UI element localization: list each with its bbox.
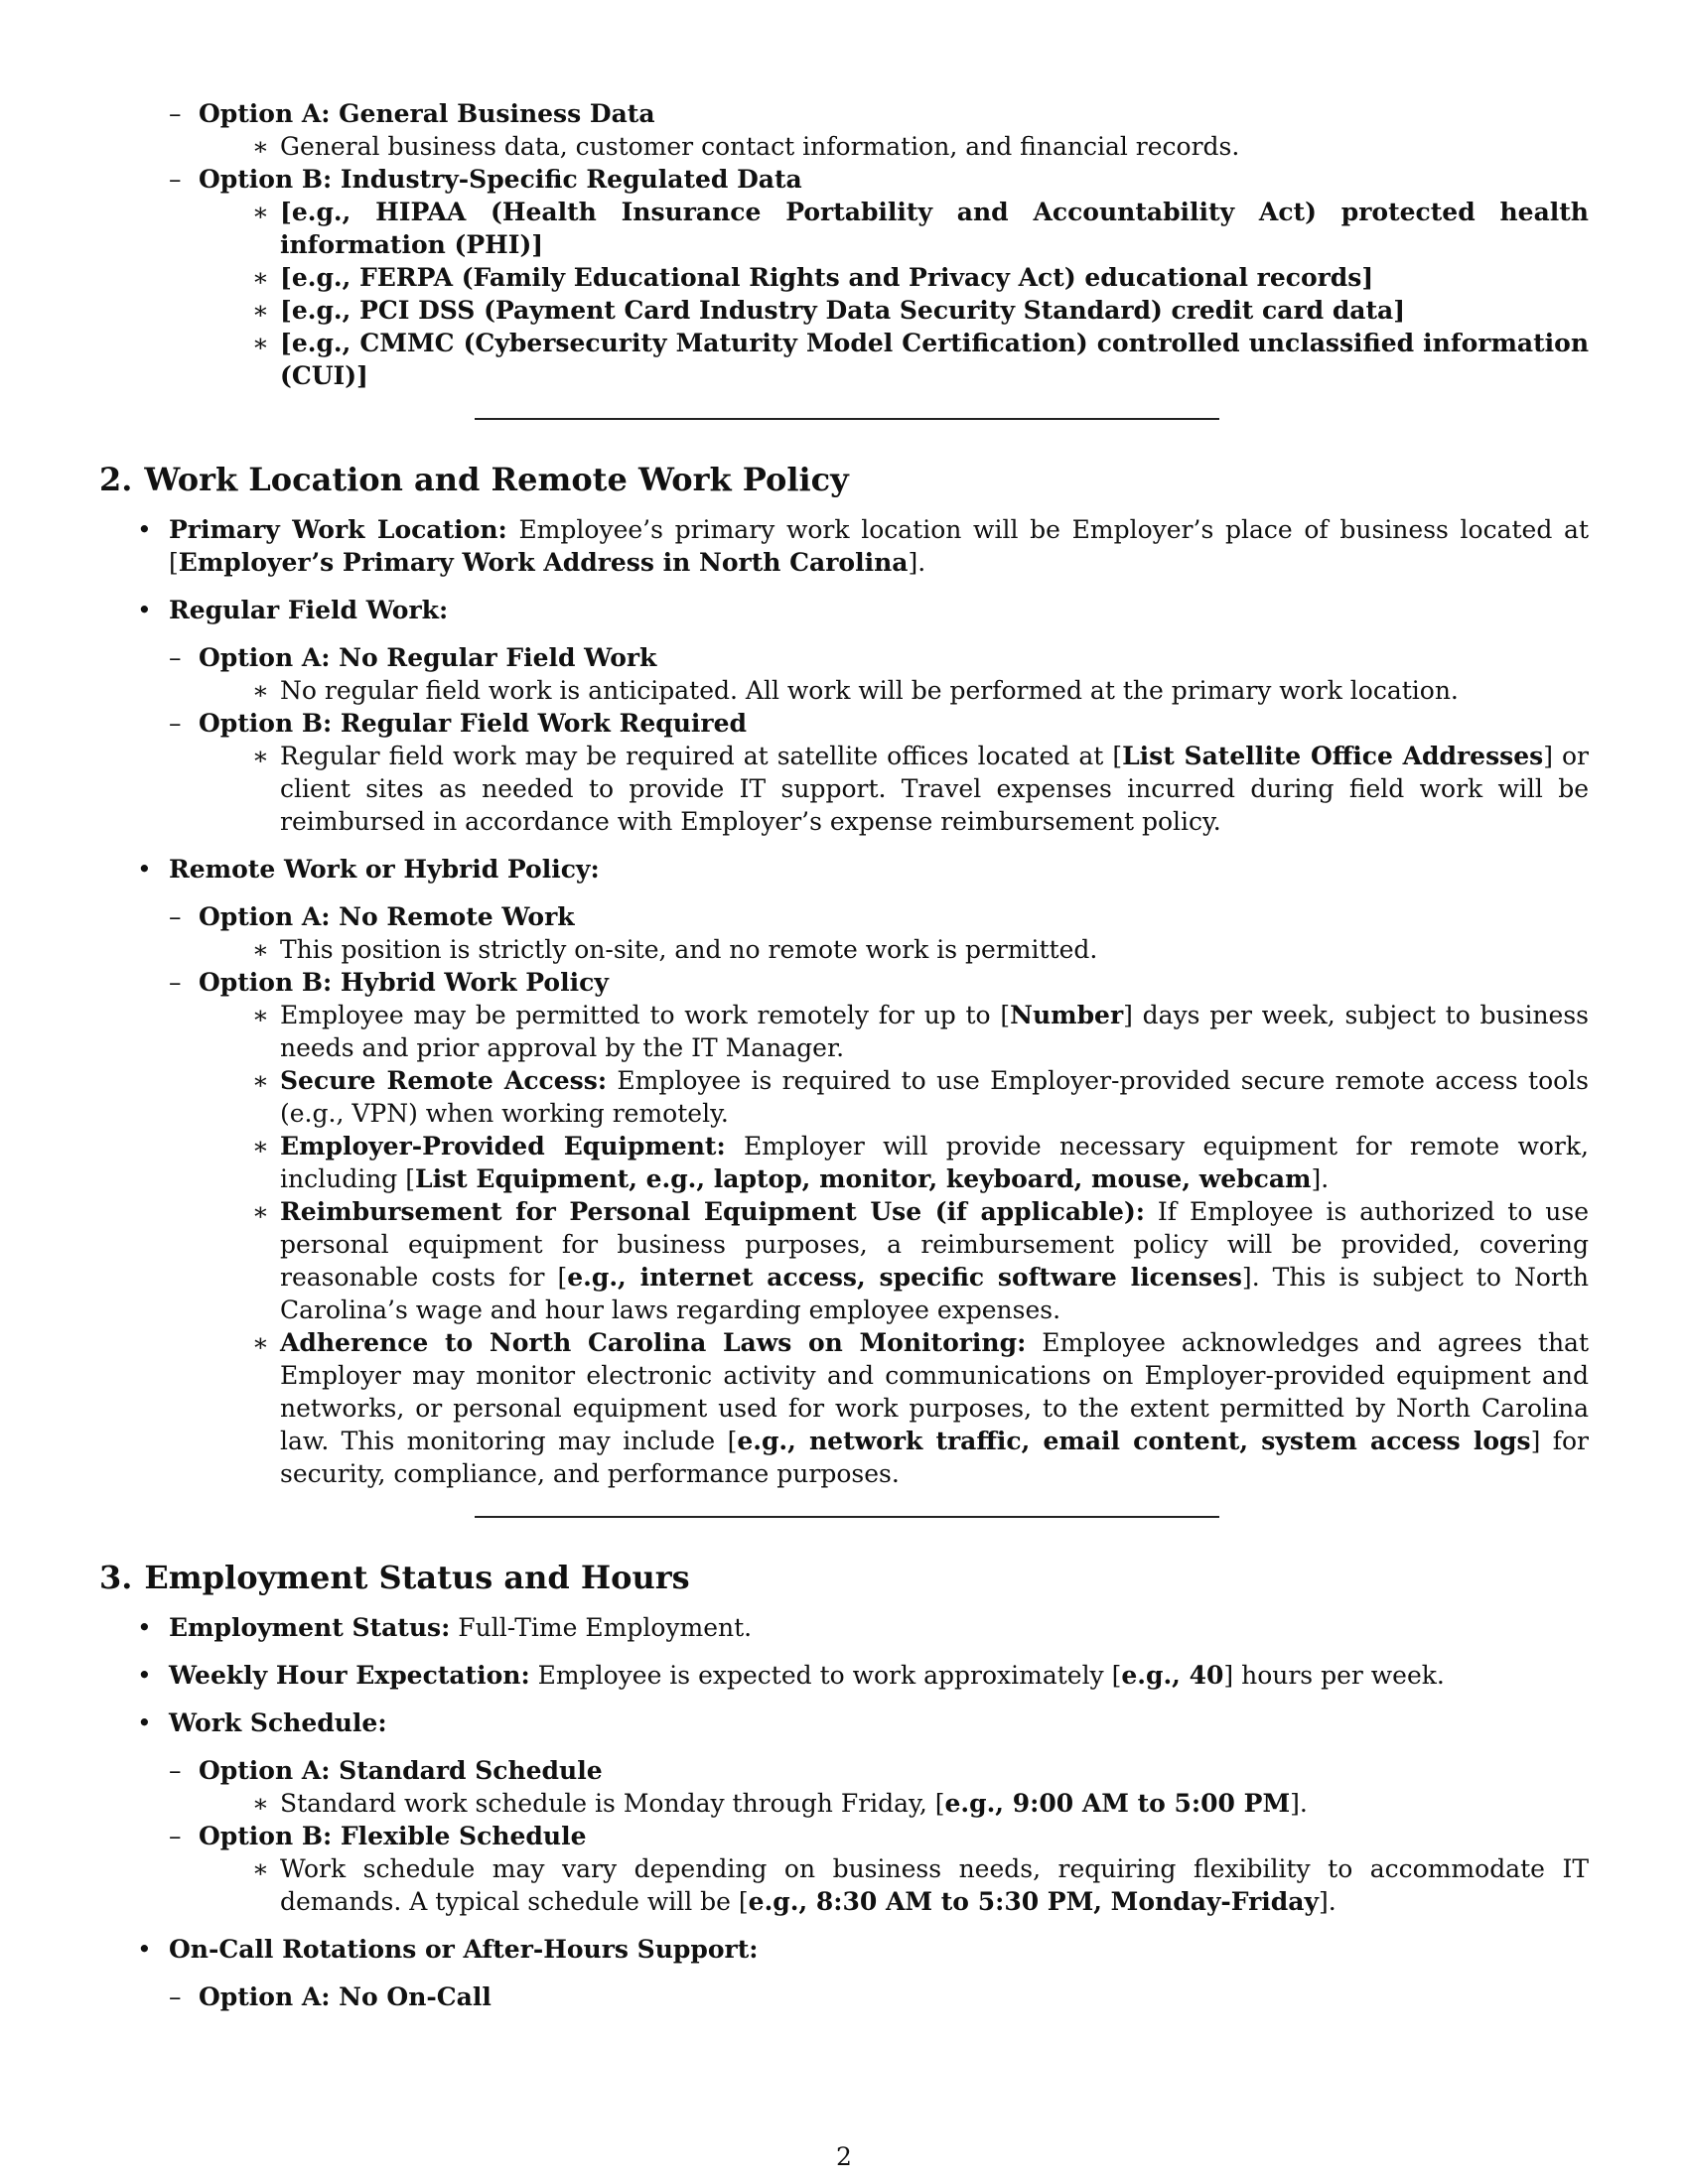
placeholder: e.g., 8:30 AM to 5:30 PM, Monday-Friday — [748, 1887, 1319, 1916]
list-item-pci: ∗ [e.g., PCI DSS (Payment Card Industry Data Security Standard) credit card data] — [252, 296, 1406, 325]
option-a-no-field-work: – Option A: No Regular Field Work — [169, 643, 657, 672]
placeholder: e.g., 40 — [1121, 1661, 1224, 1690]
list-item: ∗ General business data, customer contact information, and financial records. — [252, 132, 1240, 161]
bullet-regular-field-work: • Regular Field Work: — [137, 596, 449, 624]
option-label: Option B: Industry-Specific Regulated Data — [199, 165, 802, 194]
list-item: ∗ Work schedule may vary depending on business needs, requiring flexibility to accommodate IT demands. A typical schedule will be [e.g., 8:30 AM to 5:30 PM, Monday-Friday]. — [252, 1854, 1589, 1916]
placeholder: List Equipment, e.g., laptop, monitor, keyboard, mouse, webcam — [415, 1164, 1312, 1193]
placeholder: List Satellite Office Addresses — [1122, 742, 1544, 770]
dash-marker: – — [169, 165, 182, 194]
asterisk-marker: ∗ — [252, 132, 269, 161]
option-a-no-remote-work: – Option A: No Remote Work — [169, 902, 575, 931]
placeholder: e.g., internet access, specific software licenses — [567, 1263, 1242, 1292]
placeholder: Number — [1010, 1001, 1124, 1029]
list-item-reimbursement: ∗ Reimbursement for Personal Equipment Use (if applicable): If Employee is authorized to use personal equipment for business purposes, a reimbursement policy will be provided, covering reasonable costs for [e.g., internet access, specific software licenses]. This is subject to North Carolina’s wage and hour laws regarding employee expenses. — [252, 1197, 1590, 1324]
bullet-primary-work-location: • Primary Work Location: Employee’s primary work location will be Employer’s place of business located at [Employer’s Primary Work Address in North Carolina]. — [137, 515, 1589, 577]
bullet-work-schedule: • Work Schedule: — [137, 1708, 387, 1737]
bullet-weekly-hours: • Weekly Hour Expectation: Employee is expected to work approximately [e.g., 40] hours per week. — [137, 1661, 1445, 1690]
list-item-hipaa: ∗ [e.g., HIPAA (Health Insurance Portability and Accountability Act) protected health information (PHI)] — [252, 198, 1589, 259]
page-number: 2 — [836, 2142, 852, 2171]
option-a-no-on-call: – Option A: No On-Call — [169, 1982, 492, 2011]
section-heading-2: 2. Work Location and Remote Work Policy — [99, 461, 849, 498]
bullet-on-call: • On-Call Rotations or After-Hours Support: — [137, 1935, 759, 1964]
bullet-employment-status: • Employment Status: Full-Time Employment. — [137, 1613, 753, 1642]
bullet-marker: • — [137, 515, 152, 544]
placeholder: Employer’s Primary Work Address in North Carolina — [178, 548, 909, 577]
section-heading-3: 3. Employment Status and Hours — [99, 1559, 690, 1596]
list-item-secure-remote-access: ∗ Secure Remote Access: Employee is required to use Employer-provided secure remote access tools (e.g., VPN) when working remotely. — [252, 1066, 1589, 1128]
list-item: ∗ Regular field work may be required at satellite offices located at [List Satellite Office Addresses] or client sites as needed to provide IT support. Travel expenses incurred during field work will be reimbursed in accordance with Employer’s expense reimbursement policy. — [252, 742, 1590, 836]
dash-marker: – — [169, 99, 182, 128]
list-item-hybrid-days: ∗ Employee may be permitted to work remotely for up to [Number] days per week, subject to business needs and prior approval by the IT Manager. — [252, 1001, 1590, 1062]
list-item-monitoring: ∗ Adherence to North Carolina Laws on Monitoring: Employee acknowledges and agrees that Employer may monitor electronic activity and communications on Employer-provided equipment and networks, or personal equipment used for work purposes, to the extent permitted by North Carolina law. This monitoring may include [e.g., network traffic, email content, system access logs] for security, compliance, and performance purposes. — [252, 1328, 1590, 1488]
option-b-flexible-schedule: – Option B: Flexible Schedule — [169, 1822, 587, 1850]
list-item-ferpa: ∗ [e.g., FERPA (Family Educational Rights and Privacy Act) educational records] — [252, 263, 1374, 292]
option-a-standard-schedule: – Option A: Standard Schedule — [169, 1756, 603, 1785]
list-item-cmmc: ∗ [e.g., CMMC (Cybersecurity Maturity Model Certification) controlled unclassified information (CUI)] — [252, 329, 1589, 390]
list-item: ∗ Standard work schedule is Monday through Friday, [e.g., 9:00 AM to 5:00 PM]. — [252, 1789, 1308, 1818]
list-item-employer-equipment: ∗ Employer-Provided Equipment: Employer will provide necessary equipment for remote work, including [List Equipment, e.g., laptop, monitor, keyboard, mouse, webcam]. — [252, 1132, 1589, 1193]
option-b-field-work-required: – Option B: Regular Field Work Required — [169, 709, 747, 738]
bullet-remote-work-policy: • Remote Work or Hybrid Policy: — [137, 855, 600, 884]
option-label: Option A: General Business Data — [199, 99, 655, 128]
option-a-general-business-data — [169, 97, 1589, 130]
option-b-regulated-data — [169, 163, 1589, 196]
option-b-hybrid-work-policy: – Option B: Hybrid Work Policy — [169, 968, 609, 997]
placeholder: e.g., network traffic, email content, system access logs — [737, 1427, 1531, 1455]
list-item: ∗ No regular field work is anticipated. All work will be performed at the primary work location. — [252, 676, 1459, 705]
document-page — [99, 97, 1589, 2013]
list-item: ∗ This position is strictly on-site, and no remote work is permitted. — [252, 935, 1098, 964]
placeholder: e.g., 9:00 AM to 5:00 PM — [944, 1789, 1291, 1818]
